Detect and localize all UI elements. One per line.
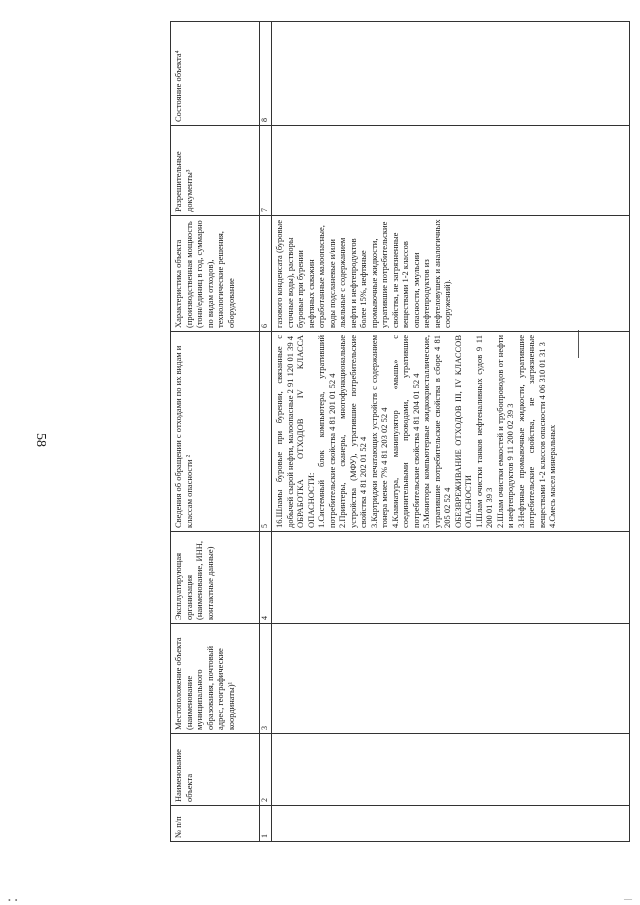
column-number: 7: [260, 126, 272, 216]
cell-location: [272, 624, 630, 734]
header-cell-index: № п/п: [171, 806, 260, 842]
characteristics-text: газового конденсата (буровые сточные воды), растворы буровые при бурении нефтяных скважин отработанные малоопасные, воды подсланевые и/или льяльные с содержанием нефти и нефтепродуктов более 15%, нефтяные промывочные жидкости, утратившие потребительские свойства, не загрязненные веществами 1-2 классов опасности, эмульсии нефтепродуктов из нефтеловушек и аналогичных сооружений).: [274, 219, 452, 328]
column-number: 2: [260, 734, 272, 806]
table-row: [272, 22, 630, 842]
header-cell-permits: Разрешительные документы³: [171, 126, 260, 216]
column-number-row: [260, 22, 272, 842]
page-number: 58: [33, 433, 48, 447]
cell-waste-info: [272, 332, 630, 532]
header-cell-operator: Эксплуатирующая организация (наименование, ИНН, контактные данные): [171, 532, 260, 624]
cell-permits: [272, 126, 630, 216]
header-cell-characteristics: Характеристика объекта (производственная мощность (тонн/единиц в год, суммарно по видам отходов), технологические решения, оборудование: [171, 216, 260, 332]
column-number: 4: [260, 532, 272, 624]
cell-status: [272, 22, 630, 126]
header-row: [171, 22, 260, 842]
cell-index: [272, 806, 630, 842]
column-number: 3: [260, 624, 272, 734]
register-table-rotated: [170, 22, 630, 842]
header-cell-status: Состояние объекта⁴: [171, 22, 260, 126]
column-number: 6: [260, 216, 272, 332]
header-cell-waste-info: Сведения об обращении с отходами по их видам и классам опасности ²: [171, 332, 260, 532]
cell-object-name: [272, 734, 630, 806]
header-cell-object-name: Наименование объекта: [171, 734, 260, 806]
register-table: [170, 21, 630, 842]
cell-operator: [272, 532, 630, 624]
footer-dots: • •: [8, 896, 19, 905]
cell-characteristics: [272, 216, 630, 332]
header-cell-location: Местоположение объекта (наименование муниципального образования, почтовый адрес, географические координаты)¹: [171, 624, 260, 734]
column-number: 8: [260, 22, 272, 126]
column-number: 5: [260, 332, 272, 532]
column-number: 1: [260, 806, 272, 842]
footer-corner-mark: —: [624, 894, 632, 903]
waste-info-text: 16.Шламы буровые при бурении, связанные с добычей сырой нефти, малоопасные 2 91 120 01 39 4 ОБРАБОТКА ОТХОДОВ IV КЛАССА ОПАСНОСТИ: 1.Системный блок компьютера, утративший потребительские свойства 4 81 201 01 52 4 2.Принтеры, сканеры, многофункциональные устройства (МФУ), утратившие потребительские свойства 4 81 202 01 52 4 3.Картриджи печатающих устройств с содержанием тонера менее 7% 4 81 203 02 52 4 4.Клавиатура, манипулятор «мышь» с соединительными проводами, утратившие потребительские свойства 4 81 204 01 52 4 5.Мониторы компьютерные жидкокристаллические, утратившие потребительские свойства в сборе 4 81 205 02 52 4 ОБЕЗВРЕЖИВАНИЕ ОТХОДОВ III, IV КЛАССОВ ОПАСНОСТИ 1.Шлам очистки танков нефтеналивных судов 9 11 200 01 39 3 2.Шлам очистки емкостей и трубопроводов от нефти и нефтепродуктов 9 11 200 02 39 3 3.Нефтяные промывочные жидкости, утратившие потребительские свойства, не загрязненные веществами 1-2 классов опасности 4 06 310 01 31 3 4.Смесь масел минеральных: [274, 335, 557, 528]
